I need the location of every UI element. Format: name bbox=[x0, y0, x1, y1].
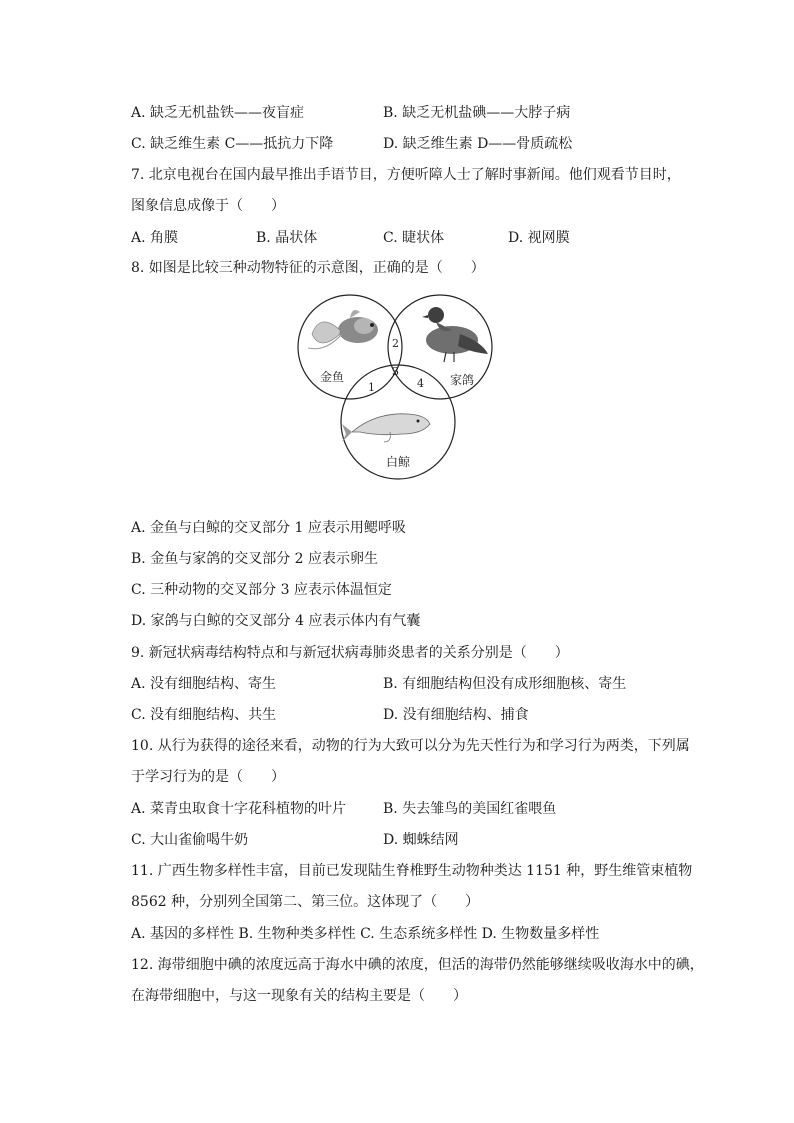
q9-option-d: D. 没有细胞结构、捕食 bbox=[383, 707, 529, 723]
q7-stem: 7. 北京电视台在国内最早推出手语节目，方便听障人士了解时事新闻。他们观看节目时， bbox=[131, 167, 681, 183]
q7-option-c: C. 睫状体 bbox=[383, 230, 445, 246]
q6-option-d: D. 缺乏维生素 D——骨质疏松 bbox=[383, 136, 573, 152]
q12-stem: 12. 海带细胞中碘的浓度远高于海水中碘的浓度，但活的海带仍然能够继续吸收海水中的碘， bbox=[131, 957, 704, 973]
q7-option-a: A. 角膜 bbox=[131, 230, 179, 246]
venn-diagram bbox=[290, 282, 506, 482]
pigeon-icon bbox=[422, 307, 488, 362]
q9-option-c: C. 没有细胞结构、共生 bbox=[131, 707, 277, 723]
q8-option-b: B. 金鱼与家鸽的交叉部分 2 应表示卵生 bbox=[131, 551, 378, 567]
q6-option-c: C. 缺乏维生素 C——抵抗力下降 bbox=[131, 136, 334, 152]
q8-option-d: D. 家鸽与白鲸的交叉部分 4 应表示体内有气囊 bbox=[131, 613, 421, 629]
q11-stem-continued: 8562 种，分别列全国第二、第三位。这体现了（ ） bbox=[131, 894, 480, 910]
goldfish-circle bbox=[298, 295, 402, 399]
q7-option-d: D. 视网膜 bbox=[508, 230, 570, 246]
venn-label-pigeon: 家鸽 bbox=[450, 373, 475, 387]
q9-option-b: B. 有细胞结构但没有成形细胞核、寄生 bbox=[383, 676, 627, 692]
q10-stem-continued: 于学习行为的是（ ） bbox=[131, 769, 285, 785]
q6-option-b: B. 缺乏无机盐碘——大脖子病 bbox=[383, 105, 571, 121]
venn-region-3: 3 bbox=[392, 365, 399, 378]
q10-option-c: C. 大山雀偷喝牛奶 bbox=[131, 832, 249, 848]
venn-label-beluga: 白鲸 bbox=[386, 455, 411, 469]
q8-stem: 8. 如图是比较三种动物特征的示意图，正确的是（ ） bbox=[131, 260, 485, 276]
q10-option-b: B. 失去雏鸟的美国红雀喂鱼 bbox=[383, 801, 557, 817]
q7-option-b: B. 晶状体 bbox=[256, 230, 318, 246]
q8-option-c: C. 三种动物的交叉部分 3 应表示体温恒定 bbox=[131, 582, 392, 598]
venn-region-2: 2 bbox=[392, 337, 399, 350]
venn-label-goldfish: 金鱼 bbox=[320, 370, 345, 384]
q10-option-a: A. 菜青虫取食十字花科植物的叶片 bbox=[131, 801, 347, 817]
q7-stem-continued: 图象信息成像于（ ） bbox=[131, 198, 285, 214]
q11-stem: 11. 广西生物多样性丰富，目前已发现陆生脊椎野生动物种类达 1151 种，野生维管束植物 bbox=[131, 863, 693, 879]
q8-option-a: A. 金鱼与白鲸的交叉部分 1 应表示用鳃呼吸 bbox=[131, 520, 406, 536]
q9-option-a: A. 没有细胞结构、寄生 bbox=[131, 676, 277, 692]
q9-stem: 9. 新冠状病毒结构特点和与新冠状病毒肺炎患者的关系分别是（ ） bbox=[131, 645, 569, 661]
venn-region-4: 4 bbox=[417, 377, 424, 390]
q12-stem-continued: 在海带细胞中，与这一现象有关的结构主要是（ ） bbox=[131, 988, 467, 1004]
venn-region-1: 1 bbox=[368, 381, 375, 394]
goldfish-icon bbox=[308, 310, 378, 349]
beluga-icon bbox=[342, 414, 430, 442]
q11-options: A. 基因的多样性 B. 生物种类多样性 C. 生态系统多样性 D. 生物数量多样性 bbox=[131, 926, 600, 942]
q10-option-d: D. 蜘蛛结网 bbox=[383, 832, 459, 848]
q10-stem: 10. 从行为获得的途径来看，动物的行为大致可以分为先天性行为和学习行为两类，下列属 bbox=[131, 738, 690, 754]
q6-option-a: A. 缺乏无机盐铁——夜盲症 bbox=[131, 105, 305, 121]
